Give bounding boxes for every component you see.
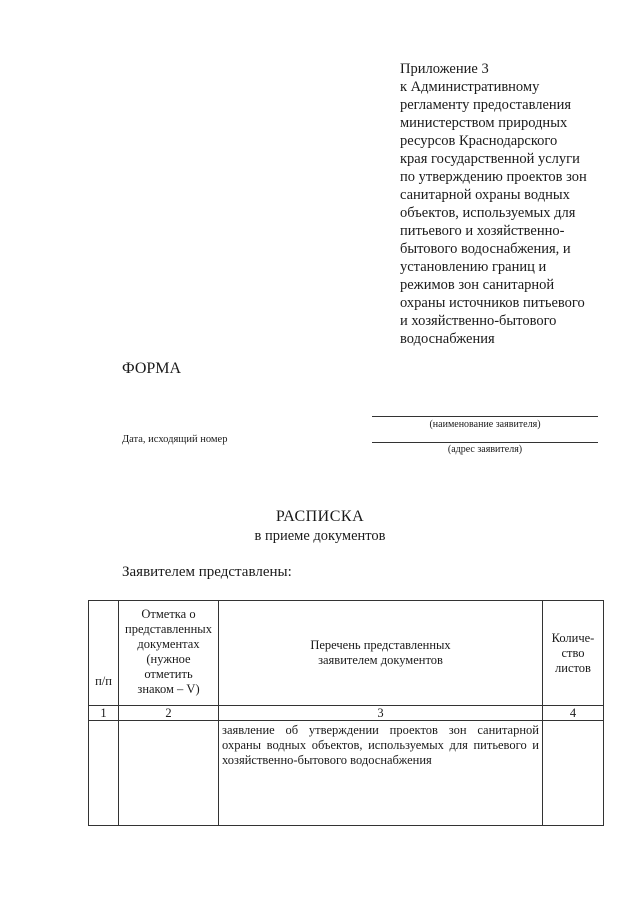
header-mark-line: (нужное отметить — [144, 652, 193, 681]
header-mark-line: представленных — [125, 622, 212, 636]
header-sheets-line: листов — [555, 660, 591, 675]
submitted-label: Заявителем представлены: — [122, 564, 292, 580]
row-mark — [119, 721, 219, 826]
annex-line: водоснабжения — [400, 331, 495, 347]
table-header-row — [89, 601, 604, 706]
column-number: 4 — [543, 706, 604, 721]
header-sheets — [543, 601, 604, 706]
header-documents-line: заявителем документов — [318, 653, 443, 667]
annex-line: по утверждению проектов зон — [400, 169, 587, 185]
applicant-name-caption: (наименование заявителя) — [429, 419, 541, 430]
form-label: ФОРМА — [122, 360, 182, 377]
column-number: 1 — [89, 706, 119, 721]
header-documents-line: Перечень представленных — [310, 638, 451, 652]
column-number: 3 — [219, 706, 543, 721]
applicant-address-line — [372, 442, 598, 443]
header-sheets-line: ство — [561, 645, 585, 660]
row-document: заявление об утверждении проектов зон санитарной охраны водных объектов, используемых для питьевого и хозяйственно-бытового водоснабжения — [219, 721, 543, 826]
header-sheets-line: Количе- — [551, 630, 595, 645]
column-number: 2 — [119, 706, 219, 721]
applicant-name-line — [372, 416, 598, 417]
annex-line: объектов, используемых для — [400, 205, 576, 221]
header-mark-line: документах — [137, 637, 200, 651]
header-number-text: п/п — [95, 674, 112, 688]
annex-line: режимов зон санитарной — [400, 277, 555, 293]
row-number — [89, 721, 119, 826]
annex-line: ресурсов Краснодарского — [400, 133, 558, 149]
annex-line: бытового водоснабжения, и — [400, 241, 571, 257]
annex-line: министерством природных — [400, 115, 568, 131]
annex-line: охраны источников питьевого — [400, 295, 585, 311]
annex-line: к Административному — [400, 79, 540, 95]
header-documents — [219, 601, 543, 706]
date-number-label: Дата, исходящий номер — [122, 434, 228, 445]
annex-line: установлению границ и — [400, 259, 547, 275]
annex-heading — [400, 60, 615, 348]
header-mark-line: знаком – V) — [137, 682, 200, 696]
header-mark — [119, 601, 219, 706]
header-number — [89, 601, 119, 706]
annex-line: и хозяйственно-бытового — [400, 313, 557, 329]
annex-line: регламенту предоставления — [400, 97, 572, 113]
annex-line: Приложение 3 — [400, 61, 489, 77]
row-sheets — [543, 721, 604, 826]
applicant-address-caption: (адрес заявителя) — [447, 444, 523, 455]
table-row — [89, 721, 604, 826]
header-mark-line: Отметка о — [141, 607, 196, 621]
receipt-subtitle: в приеме документов — [254, 528, 386, 544]
column-numbers-row — [89, 706, 604, 721]
annex-line: санитарной охраны водных — [400, 187, 570, 203]
annex-line: края государственной услуги — [400, 151, 580, 167]
receipt-title: РАСПИСКА — [275, 508, 365, 525]
documents-table — [88, 600, 604, 826]
annex-line: питьевого и хозяйственно- — [400, 223, 565, 239]
